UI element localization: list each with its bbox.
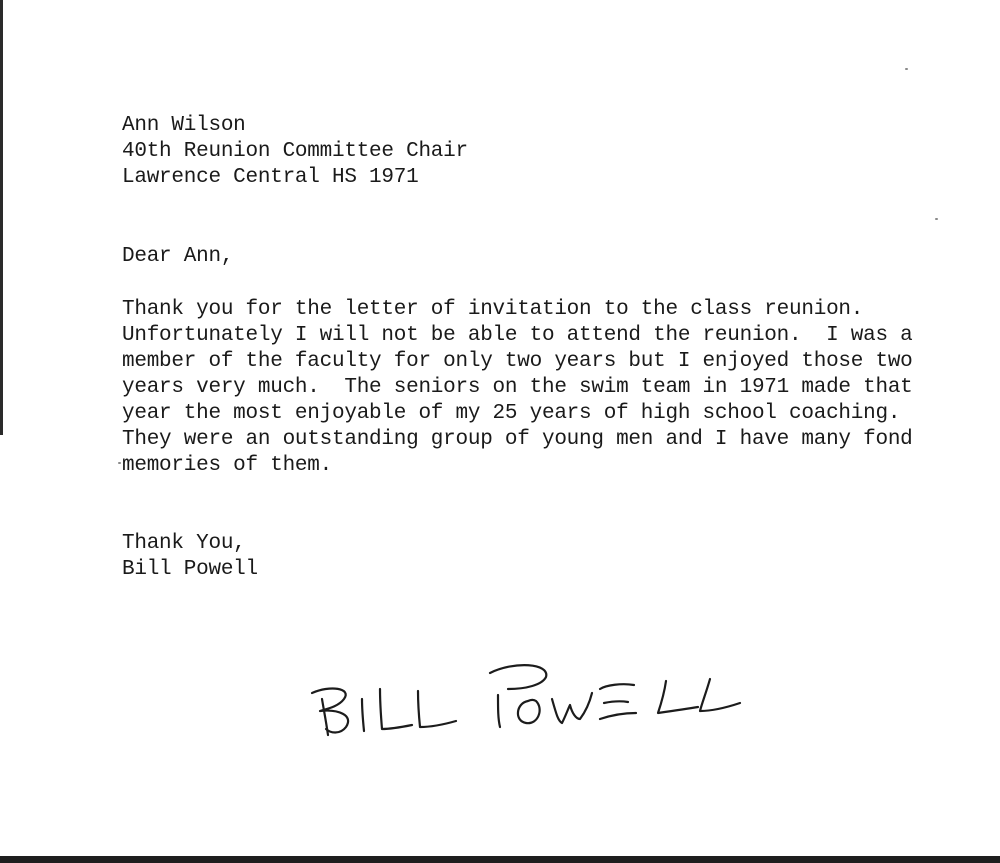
- salutation: Dear Ann,: [122, 245, 234, 268]
- body-line: years very much. The seniors on the swim team in 1971 made that: [122, 376, 913, 399]
- scan-speck: [118, 462, 121, 464]
- recipient-title: 40th Reunion Committee Chair: [122, 140, 468, 163]
- body-line: They were an outstanding group of young men and I have many fond: [122, 428, 913, 451]
- body-line: Thank you for the letter of invitation to the class reunion.: [122, 298, 864, 321]
- scan-bottom-edge: [0, 856, 1000, 863]
- body-line: year the most enjoyable of my 25 years of high school coaching.: [122, 402, 901, 425]
- scan-left-edge: [0, 0, 3, 435]
- body-line: Unfortunately I will not be able to attend the reunion. I was a: [122, 324, 913, 347]
- scan-speck: [905, 68, 908, 70]
- body-line: memories of them.: [122, 454, 332, 477]
- recipient-organization: Lawrence Central HS 1971: [122, 166, 419, 189]
- sender-name: Bill Powell: [122, 558, 258, 581]
- body-line: member of the faculty for only two years but I enjoyed those two: [122, 350, 913, 373]
- closing: Thank You,: [122, 532, 246, 555]
- recipient-name: Ann Wilson: [122, 114, 246, 137]
- handwritten-signature: [300, 655, 750, 745]
- scan-speck: [935, 218, 938, 220]
